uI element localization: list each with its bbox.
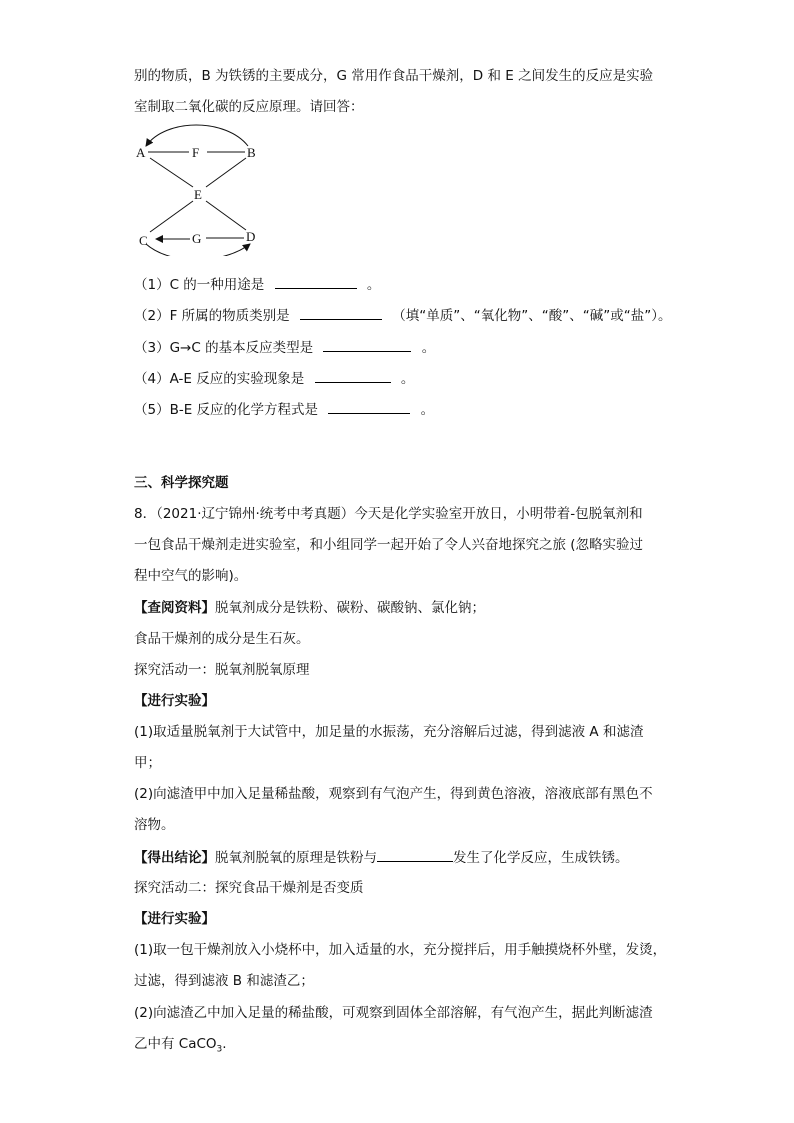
materials-line-2: 食品干燥剂的成分是生石灰。 bbox=[134, 631, 310, 647]
question-1-suffix: 。 bbox=[366, 277, 381, 293]
problem-8-line-2: 一包食品干燥剂走进实验室，和小组同学一起开始了令人兴奋地探究之旅 (忽略实验过 bbox=[134, 537, 644, 553]
step-1-line-1: (1)取适量脱氧剂于大试管中，加足量的水振荡，充分溶解后过滤，得到滤液 A 和滤渣 bbox=[134, 724, 644, 740]
step-2-line-1: (2)向滤渣甲中加入足量稀盐酸，观察到有气泡产生，得到黄色溶液，溶液底部有黑色不 bbox=[134, 786, 653, 802]
step-3-line-2: 过滤，得到滤液 B 和滤渣乙； bbox=[134, 973, 314, 989]
subscript-3: 3 bbox=[216, 1044, 223, 1055]
section-title: 三、科学探究题 bbox=[134, 475, 229, 491]
experiment-label-2: 【进行实验】 bbox=[134, 911, 215, 927]
activity-1-title: 探究活动一：脱氧剂脱氧原理 bbox=[134, 662, 310, 678]
edge-E-D bbox=[206, 201, 246, 230]
intro-line-2: 室制取二氧化碳的反应原理。请回答： bbox=[134, 99, 364, 115]
question-5-text: （5）B-E 反应的化学方程式是 bbox=[134, 402, 319, 418]
edge-A-E bbox=[150, 158, 193, 187]
question-3-text: （3）G→C 的基本反应类型是 bbox=[134, 340, 314, 356]
answer-blank-1[interactable] bbox=[275, 274, 357, 289]
question-1-text: （1）C 的一种用途是 bbox=[134, 277, 265, 293]
node-D: D bbox=[246, 229, 256, 244]
question-4-text: （4）A-E 反应的实验现象是 bbox=[134, 371, 305, 387]
step-4-line-2-prefix: 乙中有 CaCO bbox=[134, 1036, 217, 1052]
intro-line-1: 别的物质，B 为铁锈的主要成分，G 常用作食品干燥剂，D 和 E 之间发生的反应是实验 bbox=[134, 68, 654, 84]
problem-8-line-3: 程中空气的影响)。 bbox=[134, 568, 248, 584]
edge-B-E bbox=[206, 158, 246, 187]
question-1 bbox=[134, 274, 380, 295]
materials-text: 脱氧剂成分是铁粉、碳粉、碳酸钠、氯化钠； bbox=[215, 600, 485, 616]
step-1-line-2: 甲； bbox=[134, 755, 161, 771]
step-4-line-2 bbox=[134, 1034, 227, 1060]
step-3-line-1: (1)取一包干燥剂放入小烧杯中，加入适量的水，充分搅拌后，用手触摸烧杯外壁，发烫， bbox=[134, 942, 667, 958]
step-4-line-1: (2)向滤渣乙中加入足量的稀盐酸，可观察到固体全部溶解，有气泡产生，据此判断滤渣 bbox=[134, 1005, 653, 1021]
node-A: A bbox=[136, 145, 146, 160]
question-2-suffix: （填“单质”、“氧化物”、“酸”、“碱”或“盐”）。 bbox=[392, 308, 672, 324]
node-C: C bbox=[139, 233, 148, 248]
conclusion-line bbox=[134, 847, 629, 868]
node-B: B bbox=[247, 145, 256, 160]
activity-2-title: 探究活动二：探究食品干燥剂是否变质 bbox=[134, 880, 364, 896]
node-F: F bbox=[192, 145, 200, 160]
conclusion-text-a: 脱氧剂脱氧的原理是铁粉与 bbox=[215, 850, 377, 866]
question-3 bbox=[134, 337, 435, 358]
node-E: E bbox=[194, 187, 202, 202]
experiment-label-1: 【进行实验】 bbox=[134, 693, 215, 709]
node-G: G bbox=[192, 231, 202, 246]
answer-blank-4[interactable] bbox=[315, 368, 391, 383]
step-2-line-2: 溶物。 bbox=[134, 817, 175, 833]
arrow-B-to-A bbox=[146, 125, 248, 146]
answer-blank-5[interactable] bbox=[328, 399, 410, 414]
question-5-suffix: 。 bbox=[420, 402, 435, 418]
question-2 bbox=[134, 305, 671, 326]
materials-line bbox=[134, 598, 485, 618]
reaction-diagram bbox=[136, 124, 271, 256]
materials-label: 【查阅资料】 bbox=[134, 600, 215, 616]
question-3-suffix: 。 bbox=[421, 340, 436, 356]
question-4-suffix: 。 bbox=[400, 371, 415, 387]
problem-8-line-1: 8．（2021·辽宁锦州·统考中考真题）今天是化学实验室开放日，小明带着-包脱氧剂和 bbox=[134, 506, 643, 522]
answer-blank-2[interactable] bbox=[300, 305, 382, 320]
conclusion-text-b: 发生了化学反应，生成铁锈。 bbox=[453, 850, 629, 866]
step-4-line-2-suffix: . bbox=[222, 1036, 227, 1052]
question-2-text: （2）F 所属的物质类别是 bbox=[134, 308, 290, 324]
conclusion-label: 【得出结论】 bbox=[134, 850, 215, 866]
question-5 bbox=[134, 399, 434, 420]
conclusion-answer-blank[interactable] bbox=[377, 847, 453, 862]
edge-E-C bbox=[150, 201, 193, 232]
question-4 bbox=[134, 368, 414, 389]
answer-blank-3[interactable] bbox=[323, 337, 411, 352]
